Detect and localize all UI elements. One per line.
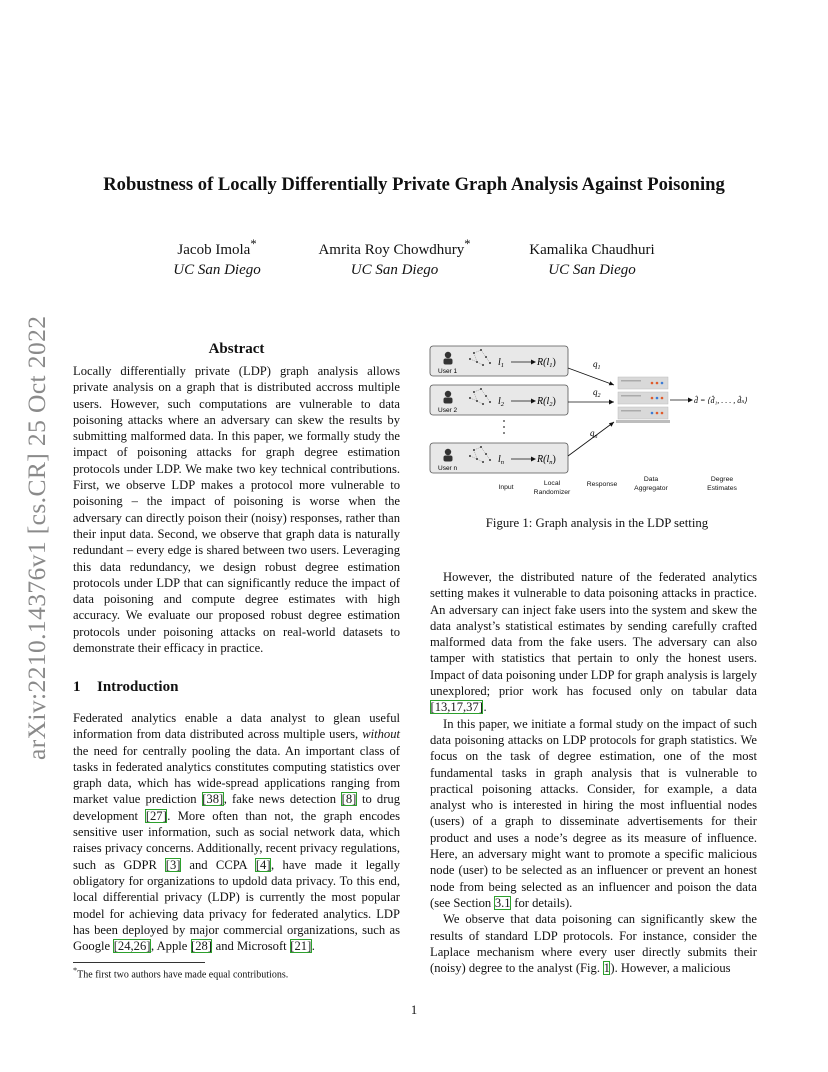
stage-label-aggregator: Aggregator (634, 485, 668, 492)
input-vector: $l_n$ (498, 454, 505, 466)
response-qn: $q_n$ (590, 428, 598, 440)
abstract-heading: Abstract (208, 341, 265, 357)
stage-label-estimates: Estimates (707, 485, 737, 492)
page-number: 1 (410, 1003, 418, 1017)
user-label: User 2 (438, 407, 458, 414)
input-vector: $l_2$ (498, 396, 505, 408)
user-label: User n (438, 465, 458, 472)
degree-estimate-vector: d̂ = ⟨d̂₁, . . . , d̂ₙ⟩ (694, 396, 748, 405)
author-name: Jacob Imola (177, 242, 251, 258)
author-affiliation: UC San Diego (548, 262, 636, 278)
figure-link[interactable]: 1 (603, 961, 610, 976)
body-paragraph: In this paper, we initiate a formal study on the impact of such data poisoning attacks on LDP protocols for graph statistics. We focus on the task of degree estimation, one of the most fundamental tasks in graph analysis that is vulnerable to practical poisoning attacks. Consider, for example, a data analyst who is interested in hiring the most influential nodes (users) of a graph to disseminate advertisements for their product and uses a node’s degree as its measure of influence. Here, an adversary might want to promote a specific malicious node (user) to be selected as an influencer or prevent an honest node from being selected as an influencer and poison the data (see Section 3.1 for details). (430, 716, 757, 910)
citation-link[interactable]: [28] (191, 939, 212, 954)
citation-link[interactable]: [24,26] (113, 939, 151, 954)
stage-label-local: Local (543, 480, 561, 487)
equal-contribution-mark: * (464, 237, 471, 251)
footnote-mark: * (73, 966, 78, 975)
arxiv-identifier-stamp: arXiv:2210.14376v1 [cs.CR] 25 Oct 2022 (22, 315, 51, 760)
paper-title: Robustness of Locally Differentially Private Graph Analysis Against Poisoning (103, 174, 725, 195)
right-column-body (430, 569, 757, 976)
randomizer-output: $R(l_1)$ (537, 357, 556, 369)
stage-label-data: Data (643, 476, 659, 483)
body-paragraph: We observe that data poisoning can significantly skew the results of standard LDP protocols. For instance, consider the Laplace mechanism where every user directly submits their (noisy) degree to the analyst (Fig. 1). However, a malicious (430, 912, 757, 976)
citation-link[interactable]: [3] (165, 857, 181, 872)
stage-label-randomizer: Randomizer (533, 489, 571, 496)
user-row-n (430, 443, 568, 473)
section-heading-introduction (73, 679, 178, 696)
section-number: 1 (73, 679, 81, 695)
footnote-divider (73, 962, 205, 963)
user-row-2 (430, 385, 568, 415)
data-aggregator-server-icon (616, 377, 670, 423)
abstract-text: Locally differentially private (LDP) graph analysis allows private analysis on a graph that is distributed accross multiple users. However, such computations are vulnerable to data poisoning attacks where an adversary can skew the results by submitting malformed data. In this paper, we formally study the impact of poisoning attacks for graph degree estimation protocols under LDP. We make two key technical contributions. First, we observe LDP makes a protocol more vulnerable to poisoning – the impact of poisoning is worse when the adversary can directly poison their (noisy) responses, rather than their input data. Second, we observe that graph data is naturally redundant – every edge is shared between two users. Leveraging this data redundancy, we design robust degree estimation protocols under LDP that can significantly reduce the impact of data poisoning and compute degree estimates with high accuracy. We evaluate our proposed robust degree estimation protocols under poisoning attacks on real-world datasets to demonstrate their efficacy in practice. (73, 364, 400, 656)
randomizer-output: $R(l_n)$ (537, 454, 556, 466)
author-block (297, 234, 492, 280)
citation-link[interactable]: [38] (202, 792, 224, 807)
author-block (147, 234, 287, 280)
randomizer-output: $R(l_2)$ (537, 396, 556, 408)
vertical-ellipsis (503, 420, 505, 434)
citation-link[interactable]: [8] (341, 792, 357, 807)
equal-contribution-mark: * (250, 237, 257, 251)
output-arrow-head (688, 398, 693, 403)
section-link[interactable]: 3.1 (494, 895, 511, 910)
citation-link[interactable]: [4] (255, 857, 271, 872)
input-vector: $l_1$ (498, 357, 505, 369)
user-label: User 1 (438, 368, 458, 375)
citation-link[interactable]: [27] (145, 808, 167, 823)
response-arrow-heads (609, 381, 614, 426)
response-arrows (568, 368, 614, 456)
user-row-1 (430, 346, 568, 376)
stage-label-response: Response (586, 481, 618, 488)
author-name: Kamalika Chaudhuri (529, 242, 655, 258)
author-name: Amrita Roy Chowdhury (318, 242, 465, 258)
author-affiliation: UC San Diego (350, 262, 439, 278)
stage-label-input: Input (498, 484, 514, 491)
figure-ldp-diagram (428, 340, 766, 500)
author-block (512, 234, 672, 280)
author-affiliation: UC San Diego (173, 262, 261, 278)
response-q2: $q_2$ (593, 387, 601, 399)
figure-caption: Figure 1: Graph analysis in the LDP setting (485, 516, 709, 530)
intro-paragraph: Federated analytics enable a data analyst to glean useful information from data distributed across multiple users, without the need for centrally pooling the data. An important class of tasks in federated analytics constitutes computing statistics over graph data, which has wide-spread applications ranging from market value prediction [38], fake news detection [8] to drug development [27]. More often than not, the graph encodes sensitive user information, such as social network data, which raises privacy concerns. Additionally, recent privacy regulations, such as GDPR [3] and CCPA [4], have made it legally obligatory for organizations to updold data privacy. To this end, local differential privacy (LDP) is currently the most popular model for achieving data privacy for federated analytics. LDP has been deployed by major commercial organizations, such as Google [24,26], Apple [28] and Microsoft [21]. (73, 711, 401, 954)
stage-label-degree: Degree (710, 476, 734, 483)
body-paragraph: However, the distributed nature of the federated analytics setting makes it vulnerable to data poisoning attacks in practice. An adversary can inject fake users into the system and skew the data analyst’s statistical estimates by sending carefully crafted malformed data from the fake users. The adversary can also tamper with statistics that pertain to only the honest users. Impact of data poisoning under LDP for graph analysis is largely unexplored; prior work has focused only on tabular data [13,17,37]. (430, 570, 757, 715)
response-q1: $q_1$ (593, 359, 601, 371)
section-title: Introduction (97, 679, 179, 695)
citation-link[interactable]: [13,17,37] (430, 700, 483, 715)
citation-link[interactable]: [21] (290, 939, 312, 954)
footnote: *The first two authors have made equal contributions. (73, 966, 289, 981)
